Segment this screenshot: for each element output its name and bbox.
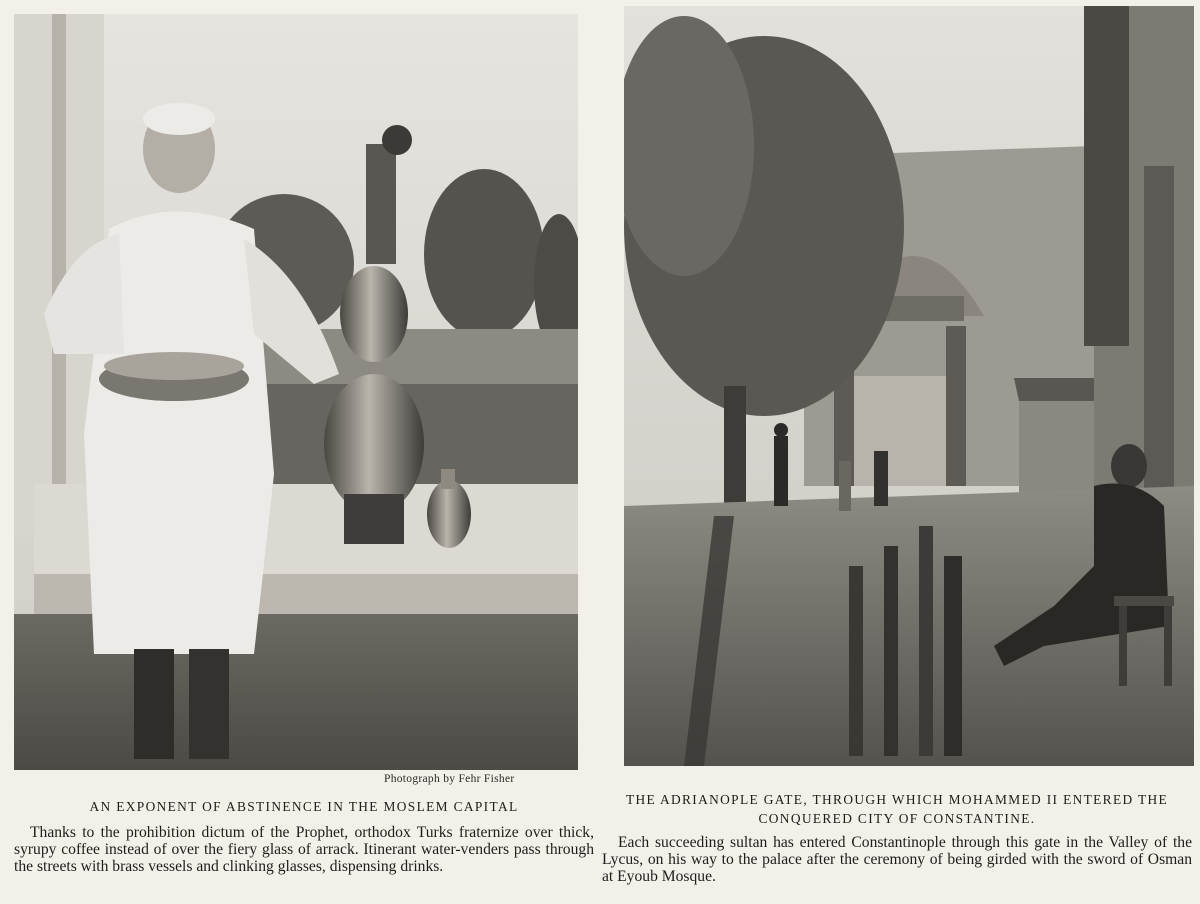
- caption-adrianople-gate: [602, 790, 1192, 885]
- caption-water-vendor: [14, 797, 594, 875]
- photo-adrianople-gate: [624, 6, 1194, 766]
- caption-body: Each succeeding sultan has entered Constantinople through this gate in the Valley of the Lycus, on his way to the palace after the ceremony of being girded with the sword of Osman at Eyoub Mosque.: [602, 834, 1192, 885]
- caption-body: Thanks to the prohibition dictum of the Prophet, orthodox Turks fraternize over thick, syrupy coffee instead of over the fiery glass of arrack. Itinerant water-venders pass through the streets with brass vessels and clinking glasses, dispensing drinks.: [14, 824, 594, 875]
- photo-credit: Photograph by Fehr Fisher: [384, 773, 515, 785]
- caption-title: THE ADRIANOPLE GATE, THROUGH WHICH MOHAMMED II ENTERED THE CONQUERED CITY OF CONSTANTINE.: [625, 792, 1169, 826]
- water-vendor-illustration: [14, 14, 578, 770]
- photo-water-vendor: [14, 14, 578, 770]
- caption-title: AN EXPONENT OF ABSTINENCE IN THE MOSLEM CAPITAL: [89, 799, 519, 814]
- adrianople-gate-illustration: [624, 6, 1194, 766]
